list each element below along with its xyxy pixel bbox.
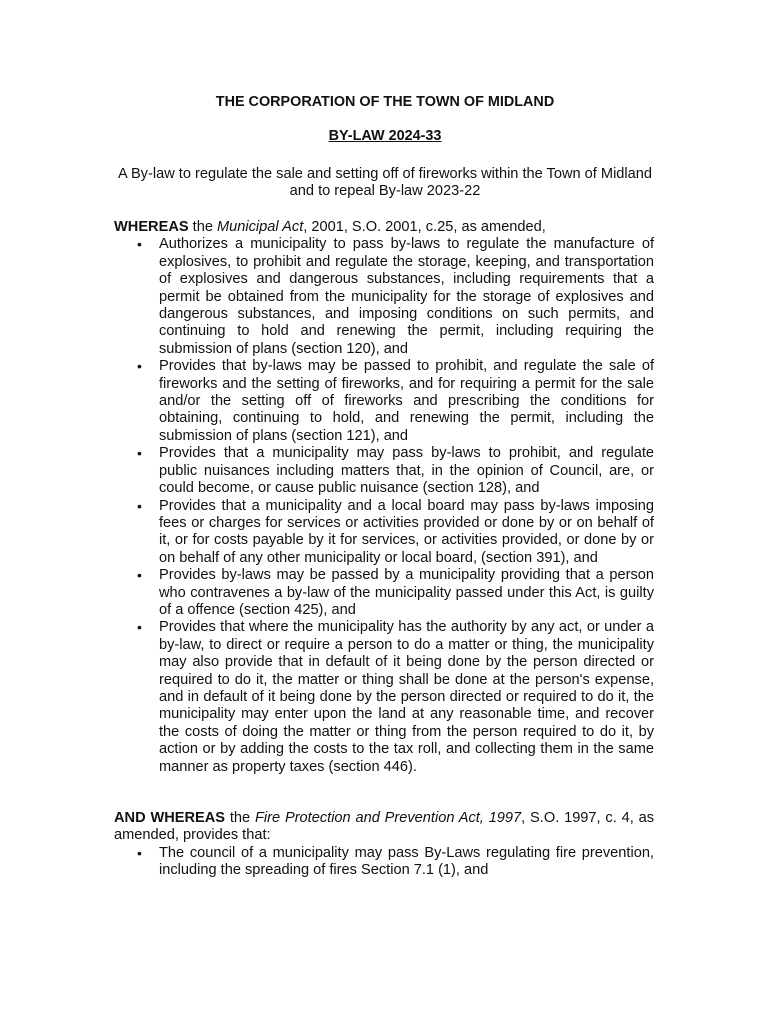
list-item-text: The council of a municipality may pass By-Laws regulating fire prevention, including the spreading of fires Section 7.1 (1), and bbox=[159, 844, 654, 879]
whereas-lead bbox=[114, 219, 654, 236]
bullet-icon: • bbox=[137, 445, 142, 462]
whereas-keyword: WHEREAS bbox=[114, 219, 189, 235]
and-whereas-section bbox=[114, 810, 654, 880]
fire-act-name: Fire Protection and Prevention Act, 1997 bbox=[255, 810, 522, 826]
purpose-line-1: A By-law to regulate the sale and setting off of fireworks within the Town of Midland bbox=[117, 166, 653, 182]
and-whereas-lead bbox=[114, 810, 654, 845]
list-item bbox=[114, 845, 654, 880]
and-whereas-keyword: AND WHEREAS bbox=[114, 810, 226, 826]
bullet-icon: • bbox=[137, 567, 142, 584]
list-item bbox=[114, 567, 654, 619]
bullet-icon: • bbox=[137, 497, 142, 514]
list-item-text: Authorizes a municipality to pass by-laws to regulate the manufacture of explosives, to prohibit and regulate the storage, keeping, and transportation of explosives and dangerous substances, including requirements that a permit be obtained from the municipality for the storage of explosives and dangerous substances, and imposing conditions on such permits, and continuing to hold and renewing the permit, including requiring the submission of plans (section 120), and bbox=[159, 236, 654, 357]
whereas-list bbox=[114, 236, 654, 776]
list-item bbox=[114, 358, 654, 445]
and-whereas-list bbox=[114, 845, 654, 880]
list-item bbox=[114, 498, 654, 568]
list-item bbox=[114, 236, 654, 358]
bylaw-purpose bbox=[100, 166, 670, 201]
list-item bbox=[114, 445, 654, 497]
list-item-text: Provides that a municipality may pass by-laws to prohibit, and regulate public nuisances including matters that, in the opinion of Council, are, or could become, or cause public nuisance (section 128), and bbox=[159, 445, 654, 497]
bullet-icon: • bbox=[137, 619, 142, 636]
list-item-text: Provides that by-laws may be passed to prohibit, and regulate the sale of fireworks and the setting of fireworks, and for requiring a permit for the sale and/or the setting off of fireworks and prescribing the conditions for obtaining, continuing to hold, and renewing the permit, including the submission of plans (section 121), and bbox=[159, 358, 654, 444]
bullet-icon: • bbox=[137, 844, 142, 861]
bullet-icon: • bbox=[137, 236, 142, 253]
list-item-text: Provides that where the municipality has the authority by any act, or under a by-law, to direct or require a person to do a matter or thing, the municipality may also provide that in default of it being done by the person directed or required to do it, the matter or thing shall be done at the person's expense, and in default of it being done by the person directed or required to do it, the municipality may enter upon the land at any reasonable time, and recover the costs of doing the matter or thing from the person required to do it, by action or by adding the costs to the tax roll, and collecting them in the same manner as property taxes (section 446). bbox=[159, 619, 654, 775]
bylaw-number: BY-LAW 2024-33 bbox=[328, 128, 442, 144]
bullet-icon: • bbox=[137, 358, 142, 375]
list-item-text: Provides by-laws may be passed by a municipality providing that a person who contravenes a by-law of the municipality passed under this Act, is guilty of a offence (section 425), and bbox=[159, 567, 654, 618]
list-item bbox=[114, 619, 654, 776]
purpose-line-2: and to repeal By-law 2023-22 bbox=[289, 183, 481, 200]
and-whereas-post: , S.O. 1997, c. 4, as amended, provides that: bbox=[114, 810, 655, 844]
municipal-act-name: Municipal Act bbox=[217, 219, 304, 235]
list-item-text: Provides that a municipality and a local board may pass by-laws imposing fees or charges for services or activities provided or done by or on behalf of it, or for costs payable by it for services, or activities provided, or done by or on behalf of any other municipality or local board, (section 391), and bbox=[159, 497, 654, 566]
whereas-post: , 2001, S.O. 2001, c.25, as amended, bbox=[303, 219, 546, 235]
corporation-title: THE CORPORATION OF THE TOWN OF MIDLAND bbox=[215, 94, 555, 110]
whereas-section bbox=[114, 219, 654, 776]
and-whereas-pre: the bbox=[225, 810, 255, 826]
whereas-pre: the bbox=[188, 219, 217, 235]
